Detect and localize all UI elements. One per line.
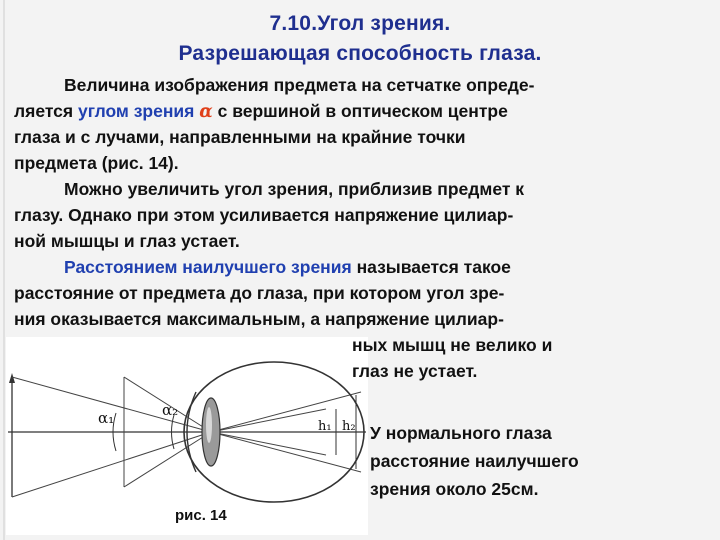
slide-title: 7.10.Угол зрения.	[269, 12, 451, 35]
alpha-symbol: α	[199, 102, 213, 122]
paragraph3-line2: расстояние от предмета до глаза, при котором угол зре-	[14, 283, 505, 303]
paragraph3-line5: глаз не устает.	[352, 361, 478, 381]
paragraph1-line4: предмета (рис. 14).	[14, 153, 179, 173]
eye-figure	[6, 337, 368, 535]
alpha1-label: α₁	[98, 409, 115, 427]
paragraph1-text: ляется	[14, 101, 78, 121]
slide-edge	[3, 0, 5, 540]
eye-diagram	[6, 337, 368, 535]
term-best-vision-distance: Расстоянием наилучшего зрения	[64, 257, 352, 277]
slide-subtitle: Разрешающая способность глаза.	[178, 42, 542, 65]
paragraph2-line3: ной мышцы и глаз устает.	[14, 231, 240, 251]
paragraph4-line2: расстояние наилучшего	[370, 451, 579, 471]
h1-label: h₁	[318, 419, 332, 434]
figure-caption: рис. 14	[175, 507, 227, 524]
paragraph3-line4: ных мышц не велико и	[352, 335, 553, 355]
term-angle-of-view: углом зрения	[77, 101, 195, 121]
alpha2-label: α₂	[162, 401, 179, 419]
paragraph1-text: с вершиной в оптическом центре	[212, 101, 508, 121]
paragraph3-text: называется такое	[351, 257, 511, 277]
paragraph4-line1: У нормального глаза	[370, 423, 552, 443]
paragraph1-line2	[14, 98, 694, 125]
paragraph3-line3: ния оказывается максимальным, а напряжение цилиар-	[14, 309, 504, 329]
paragraph1-line1: Величина изображения предмета на сетчатке опреде-	[64, 75, 535, 95]
paragraph2-line1: Можно увеличить угол зрения, приблизив предмет к	[64, 179, 525, 199]
h2-label: h₂	[342, 419, 356, 434]
paragraph2-line2: глазу. Однако при этом усиливается напряжение цилиар-	[14, 205, 514, 225]
paragraph1-line3: глаза и с лучами, направленными на крайние точки	[14, 127, 466, 147]
paragraph3-line1	[64, 254, 720, 280]
paragraph4-line3: зрения около 25см.	[370, 479, 539, 499]
